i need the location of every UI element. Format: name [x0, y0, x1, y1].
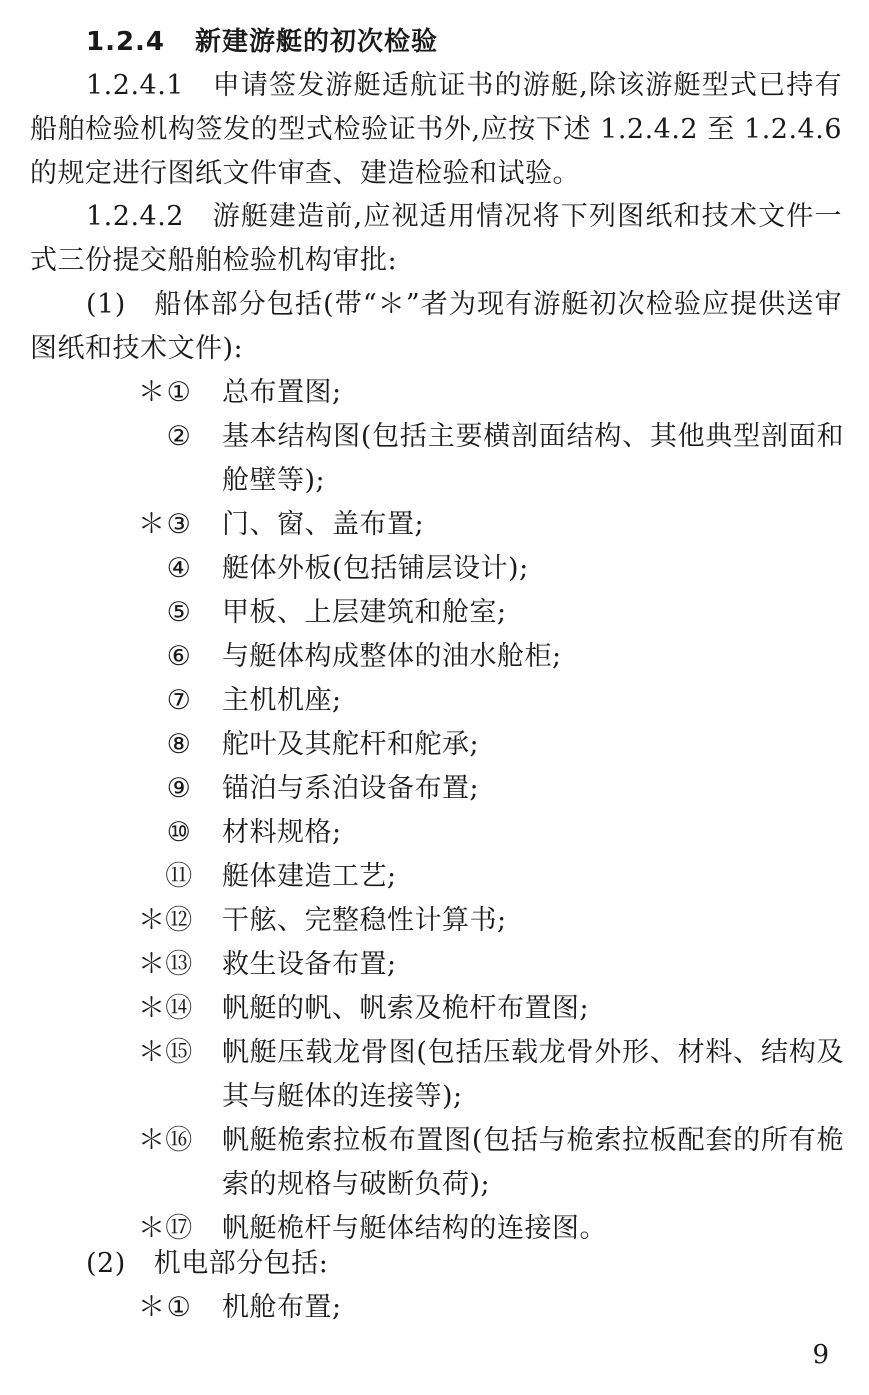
section-title: 新建游艇的初次检验 — [195, 27, 439, 57]
item-text: 救生设备布置; — [222, 949, 397, 980]
paragraph-text: 申请签发游艇适航证书的游艇,除该游艇型式已持有船舶检验机构签发的型式检验证书外,应按下述 1.2.4.2 至 1.2.4.6 的规定进行图纸文件审查、建造检验和试验。 — [30, 70, 843, 189]
item-number: ⑮ — [165, 1037, 193, 1068]
item-text: 帆艇桅杆与艇体结构的连接图。 — [222, 1213, 607, 1244]
item-number: ① — [166, 377, 192, 408]
item-number: ⑩ — [166, 817, 192, 848]
item-text: 主机机座; — [222, 685, 342, 716]
subsection-number: (1) — [86, 289, 126, 320]
required-marker: ＊ — [138, 949, 166, 980]
item-text: 门、窗、盖布置; — [222, 509, 425, 540]
item-text: 机舱布置; — [222, 1292, 342, 1323]
required-marker: ＊ — [138, 1125, 166, 1156]
paragraph-number: 1.2.4.2 — [86, 201, 184, 232]
item-number: ⑤ — [166, 597, 192, 628]
item-text: 总布置图; — [222, 377, 342, 408]
item-text: 干舷、完整稳性计算书; — [222, 905, 507, 936]
item-text: 材料规格; — [222, 817, 342, 848]
item-number: ⑪ — [165, 861, 193, 892]
required-marker: ＊ — [138, 1213, 166, 1244]
subsection-hull — [30, 283, 842, 371]
item-number: ⑰ — [165, 1213, 193, 1244]
item-text: 甲板、上层建筑和舱室; — [222, 597, 507, 628]
item-text: 帆艇的帆、帆索及桅杆布置图; — [222, 993, 590, 1024]
required-marker: ＊ — [138, 377, 166, 408]
item-text: 基本结构图(包括主要横剖面结构、其他典型剖面和舱壁等); — [222, 421, 844, 496]
required-marker: ＊ — [138, 509, 166, 540]
paragraph-text: 游艇建造前,应视适用情况将下列图纸和技术文件一式三份提交船舶检验机构审批: — [30, 201, 842, 276]
item-text: 帆艇桅索拉板布置图(包括与桅索拉板配套的所有桅索的规格与破断负荷); — [222, 1125, 844, 1200]
item-number: ⑨ — [166, 773, 192, 804]
item-text: 艇体建造工艺; — [222, 861, 397, 892]
section-number: 1.2.4 — [86, 27, 166, 57]
required-marker: ＊ — [138, 1037, 166, 1068]
required-marker: ＊ — [138, 1292, 166, 1323]
item-number: ⑥ — [166, 641, 192, 672]
page-number: 9 — [812, 1340, 829, 1370]
item-text: 帆艇压载龙骨图(包括压载龙骨外形、材料、结构及其与艇体的连接等); — [222, 1037, 844, 1112]
paragraph-1-2-4-1 — [30, 64, 842, 196]
subsection-text: 机电部分包括: — [153, 1248, 329, 1279]
item-number: ⑭ — [165, 993, 193, 1024]
item-number: ① — [166, 1292, 192, 1323]
item-text: 锚泊与系泊设备布置; — [222, 773, 480, 804]
item-number: ③ — [166, 509, 192, 540]
paragraph-1-2-4-2 — [30, 195, 842, 283]
item-number: ⑬ — [165, 949, 193, 980]
section-heading — [86, 22, 438, 62]
subsection-text: 船体部分包括(带“＊”者为现有游艇初次检验应提供送审图纸和技术文件): — [30, 289, 842, 364]
item-number: ⑦ — [166, 685, 192, 716]
item-text: 舵叶及其舵杆和舵承; — [222, 729, 480, 760]
required-marker: ＊ — [138, 905, 166, 936]
item-text: 艇体外板(包括铺层设计); — [222, 553, 529, 584]
item-number: ⑧ — [166, 729, 192, 760]
subsection-electrical — [86, 1242, 328, 1286]
item-number: ④ — [166, 553, 192, 584]
item-text: 与艇体构成整体的油水舱柜; — [222, 641, 562, 672]
required-marker: ＊ — [138, 993, 166, 1024]
item-number: ② — [166, 421, 192, 452]
subsection-number: (2) — [86, 1248, 126, 1279]
item-number: ⑫ — [165, 905, 193, 936]
paragraph-number: 1.2.4.1 — [86, 70, 184, 101]
item-number: ⑯ — [165, 1125, 193, 1156]
